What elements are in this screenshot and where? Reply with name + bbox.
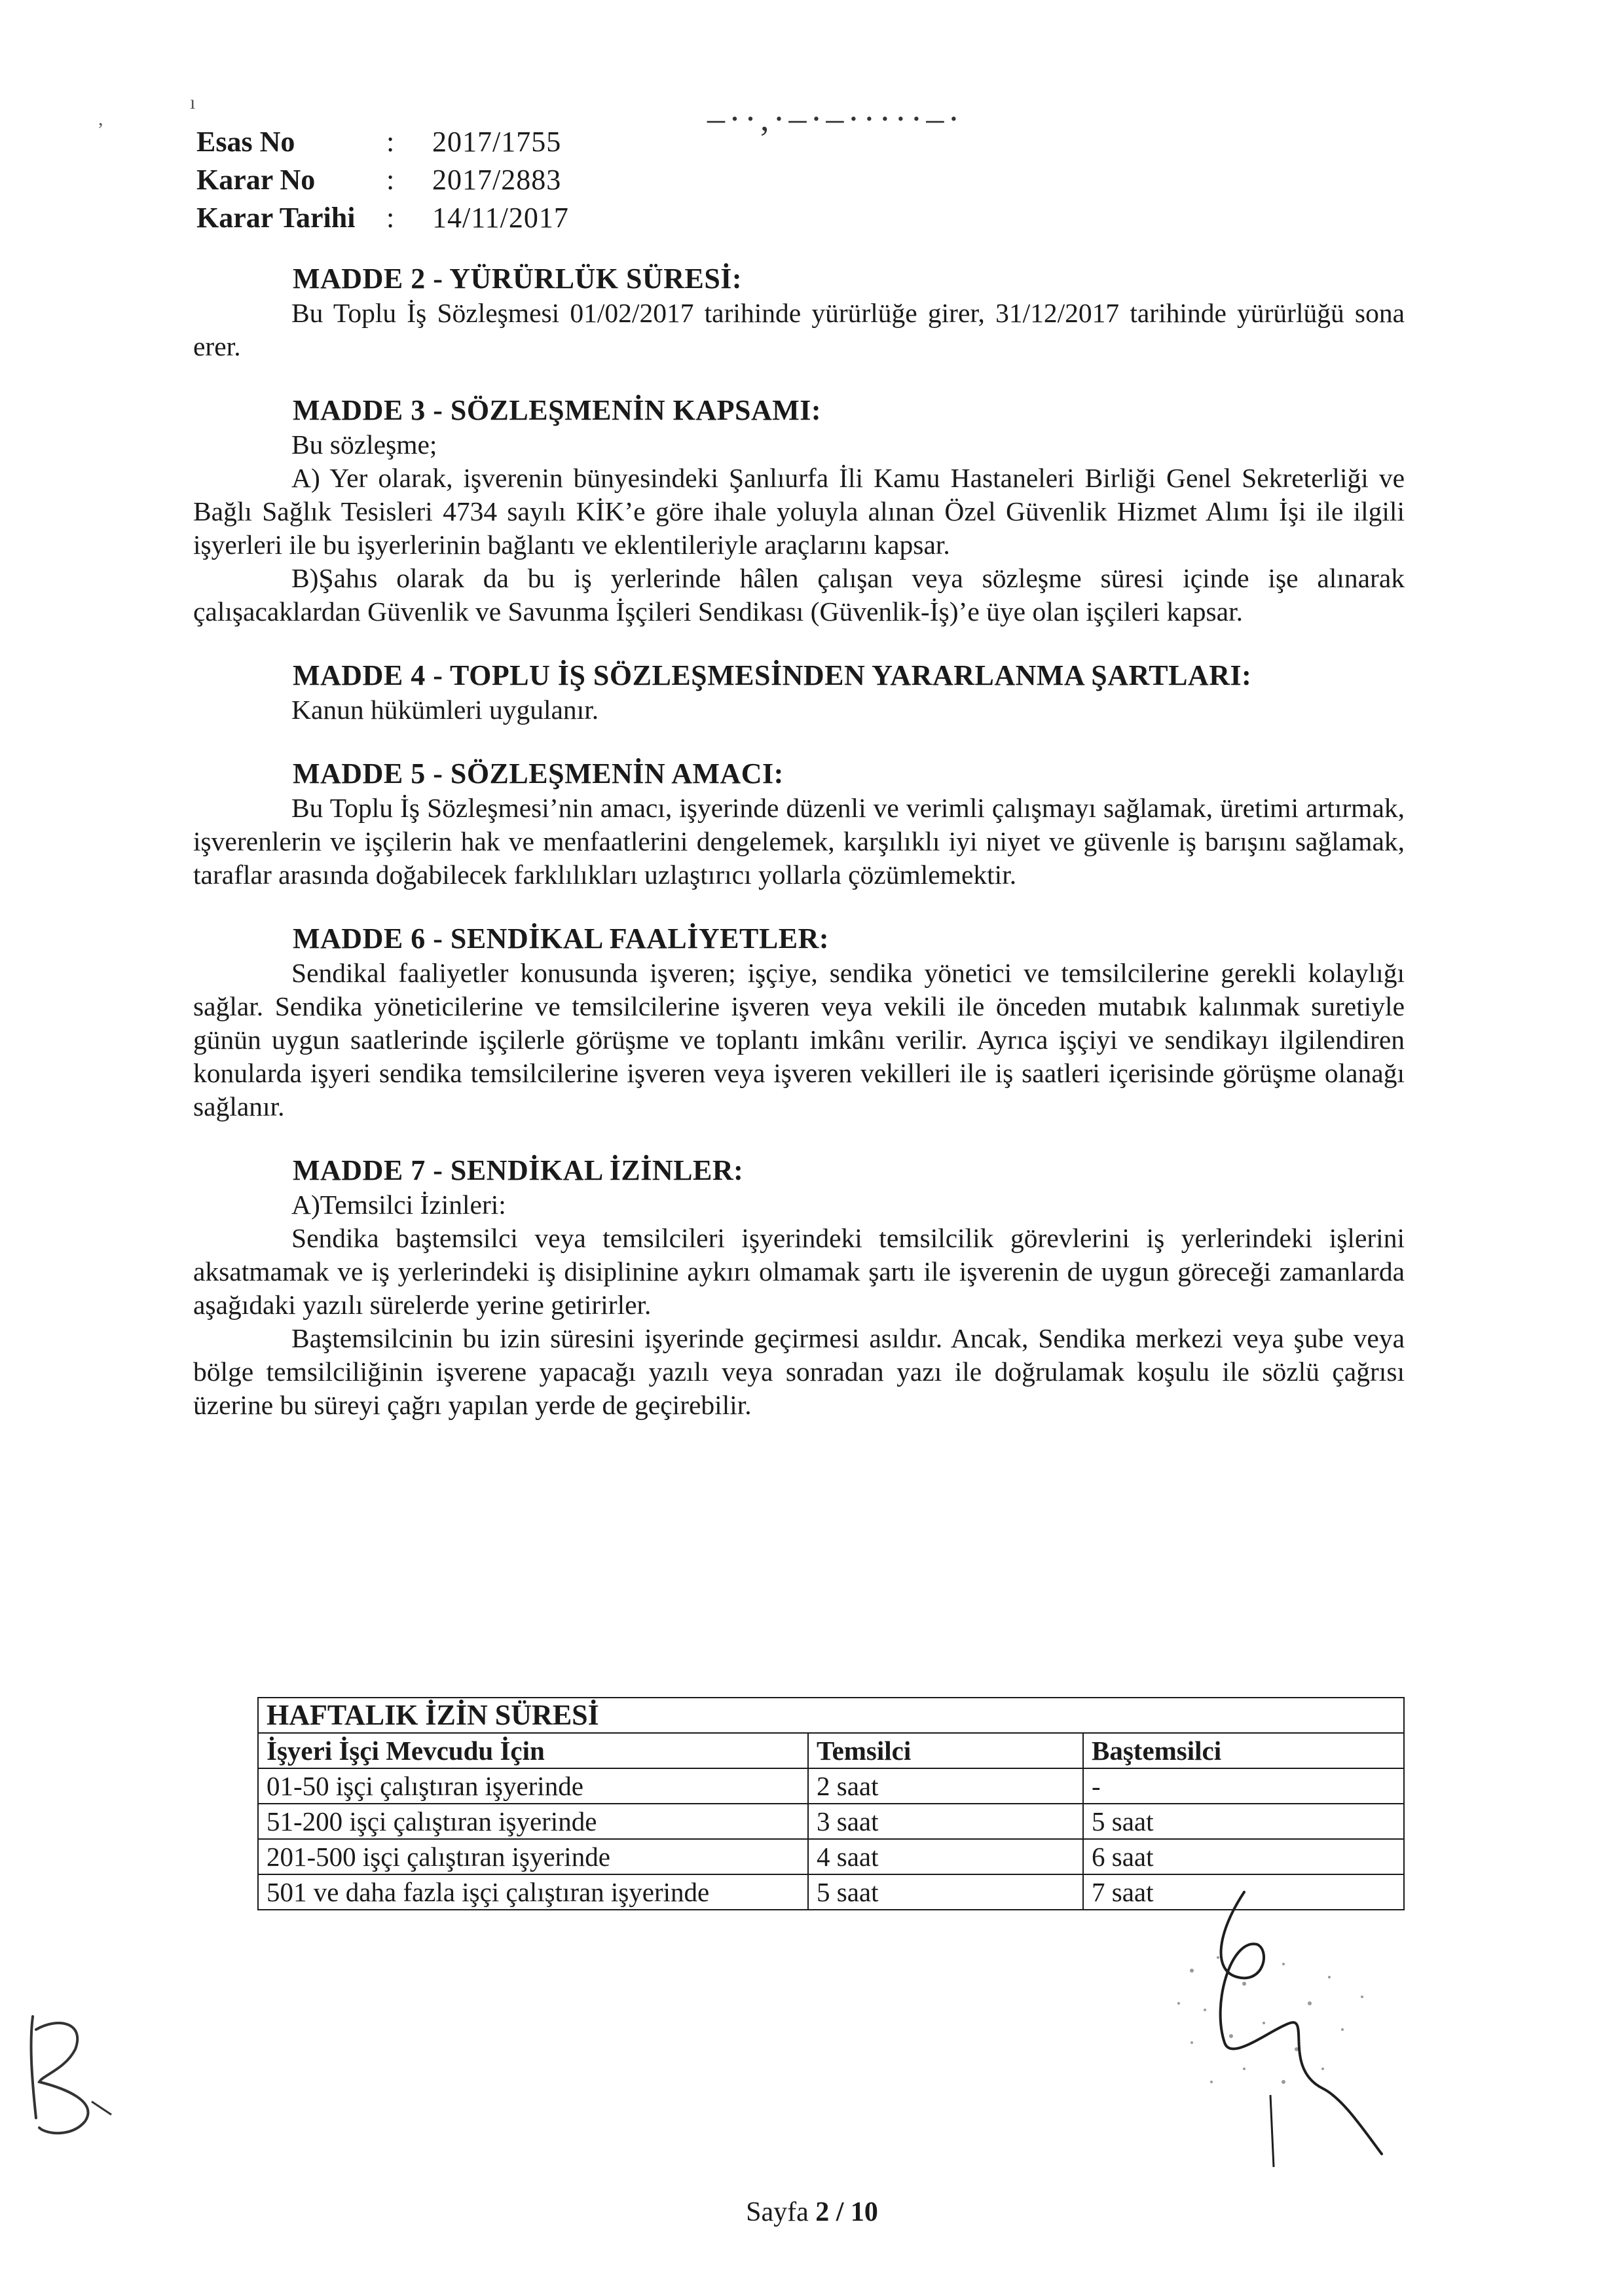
article-paragraph: Baştemsilcinin bu izin süresini işyerinde geçirmesi asıldır. Ancak, Sendika merkezi veya şube veya bölge temsilciliğinin işverene yapacağı yazılı veya sonradan yazı ile doğrulamak koşulu ile sözlü çağrısı üzerine bu süreyi çağrı yapılan yerde de geçirebilir. (193, 1323, 1405, 1420)
case-info-label: Karar No (196, 164, 316, 196)
table-cell: 6 saat (1083, 1839, 1404, 1874)
initials-mark (13, 2003, 118, 2154)
case-info-value: 2017/1755 (432, 126, 562, 158)
article-title: MADDE 4 - TOPLU İŞ SÖZLEŞMESİNDEN YARARLANMA ŞARTLARI: (293, 659, 1252, 691)
article-paragraph: Bu Toplu İş Sözleşmesi’nin amacı, işyerinde düzenli ve verimli çalışmayı sağlamak, üretimi artırmak, işverenlerin ve işçilerin hak ve menfaatlerini dengelemek, karşılıklı iyi niyet ve güvenle iş barışını sağlamak, taraflar arasında doğabilecek farklılıkları uzlaştırıcı yollarla çözümlemektir. (193, 793, 1405, 890)
article-paragraph: Sendika baştemsilci veya temsilcileri işyerindeki temsilcilik görevlerini iş yerlerindeki işlerini aksatmamak ve iş yerlerindeki iş disiplinine aykırı olmamak şartı ile işverenin de uygun göreceği zamanlarda aşağıdaki yazılı sürelerde yerine getirirler. (193, 1223, 1405, 1320)
cut-off-heading: –··,·–·–·····–· (707, 99, 964, 138)
case-info-value: 2017/2883 (432, 164, 562, 196)
signature-mark (1113, 1872, 1428, 2174)
article-7 (193, 1154, 1405, 1422)
page-label: Sayfa (746, 2197, 816, 2227)
article-paragraph: A)Temsilci İzinleri: (291, 1190, 506, 1220)
case-info-separator: : (386, 126, 395, 158)
table-header-cell: Temsilci (808, 1733, 1083, 1768)
table-cell: - (1083, 1768, 1404, 1804)
article-6 (193, 922, 1405, 1123)
scan-speck: ı (190, 92, 196, 113)
page-footer (0, 2196, 1624, 2228)
table-row (258, 1804, 1404, 1839)
table-header-cell: Baştemsilci (1083, 1733, 1404, 1768)
table-cell: 3 saat (808, 1804, 1083, 1839)
article-paragraph: Kanun hükümleri uygulanır. (291, 695, 599, 725)
table-caption-row (258, 1698, 1404, 1733)
case-info-value: 14/11/2017 (432, 202, 569, 234)
table-cell: 201-500 işçi çalıştıran işyerinde (258, 1839, 808, 1874)
table-cell: 01-50 işçi çalıştıran işyerinde (258, 1768, 808, 1804)
article-title: MADDE 7 - SENDİKAL İZİNLER: (293, 1154, 744, 1186)
case-info-row (196, 199, 569, 237)
case-info-label: Karar Tarihi (196, 202, 356, 234)
table-cell: 5 saat (1083, 1804, 1404, 1839)
table-caption: HAFTALIK İZİN SÜRESİ (258, 1698, 1404, 1733)
table-cell: 501 ve daha fazla işçi çalıştıran işyerinde (258, 1874, 808, 1910)
article-paragraph: A) Yer olarak, işverenin bünyesindeki Şanlıurfa İli Kamu Hastaneleri Birliği Genel Sekreterliği ve Bağlı Sağlık Tesisleri 4734 sayılı KİK’e göre ihale yoluyla alınan Özel Güvenlik Hizmet Alımı İşi ile ilgili işyerleri ile bu işyerlerinin bağlantı ve eklentileriyle araçlarını kapsar. (193, 463, 1405, 560)
case-info (196, 123, 569, 237)
article-paragraph: Bu sözleşme; (291, 429, 437, 460)
article-2 (193, 262, 1405, 363)
case-info-row (196, 161, 569, 199)
article-5 (193, 757, 1405, 892)
table-cell: 2 saat (808, 1768, 1083, 1804)
page-total: 10 (850, 2197, 878, 2227)
case-info-separator: : (386, 202, 395, 234)
article-title: MADDE 3 - SÖZLEŞMENİN KAPSAMI: (293, 394, 822, 426)
article-4 (193, 659, 1405, 727)
scan-speck: , (98, 108, 103, 130)
table-cell: 5 saat (808, 1874, 1083, 1910)
article-paragraph: Sendikal faaliyetler konusunda işveren; işçiye, sendika yönetici ve temsilcilerine gerekli kolaylığı sağlar. Sendika yöneticilerine ve temsilcilerine işveren veya vekili ile önceden mutabık kalınmak suretiyle günün uygun saatlerinde işçilerle görüşme ve toplantı imkânı verilir. Ayrıca işçiyi ve sendikayı ilgilendiren konularda işyeri sendika temsilcilerine işveren veya işveren vekilleri ile iş saatleri içerisinde görüşme olanağı sağlanır. (193, 958, 1405, 1121)
table-row (258, 1839, 1404, 1874)
case-info-row (196, 123, 569, 161)
article-3 (193, 393, 1405, 629)
page-current: 2 (815, 2197, 830, 2227)
table-header-cell: İşyeri İşçi Mevcudu İçin (258, 1733, 808, 1768)
case-info-label: Esas No (196, 126, 295, 158)
table-cell: 51-200 işçi çalıştıran işyerinde (258, 1804, 808, 1839)
article-title: MADDE 5 - SÖZLEŞMENİN AMACI: (293, 757, 784, 790)
table-row (258, 1768, 1404, 1804)
article-paragraph: Bu Toplu İş Sözleşmesi 01/02/2017 tarihinde yürürlüğe girer, 31/12/2017 tarihinde yürürlüğü sona erer. (193, 298, 1405, 361)
table-cell: 4 saat (808, 1839, 1083, 1874)
table-header-row (258, 1733, 1404, 1768)
articles (193, 262, 1405, 1452)
page-separator: / (829, 2197, 851, 2227)
article-paragraph: B)Şahıs olarak da bu iş yerlerinde hâlen çalışan veya sözleşme süresi içinde işe alınarak çalışacaklardan Güvenlik ve Savunma İşçileri Sendikası (Güvenlik-İş)’e üye olan işçileri kapsar. (193, 563, 1405, 627)
case-info-separator: : (386, 164, 395, 196)
article-title: MADDE 2 - YÜRÜRLÜK SÜRESİ: (293, 263, 743, 295)
table-cell: 7 saat (1083, 1874, 1404, 1910)
article-title: MADDE 6 - SENDİKAL FAALİYETLER: (293, 922, 829, 955)
